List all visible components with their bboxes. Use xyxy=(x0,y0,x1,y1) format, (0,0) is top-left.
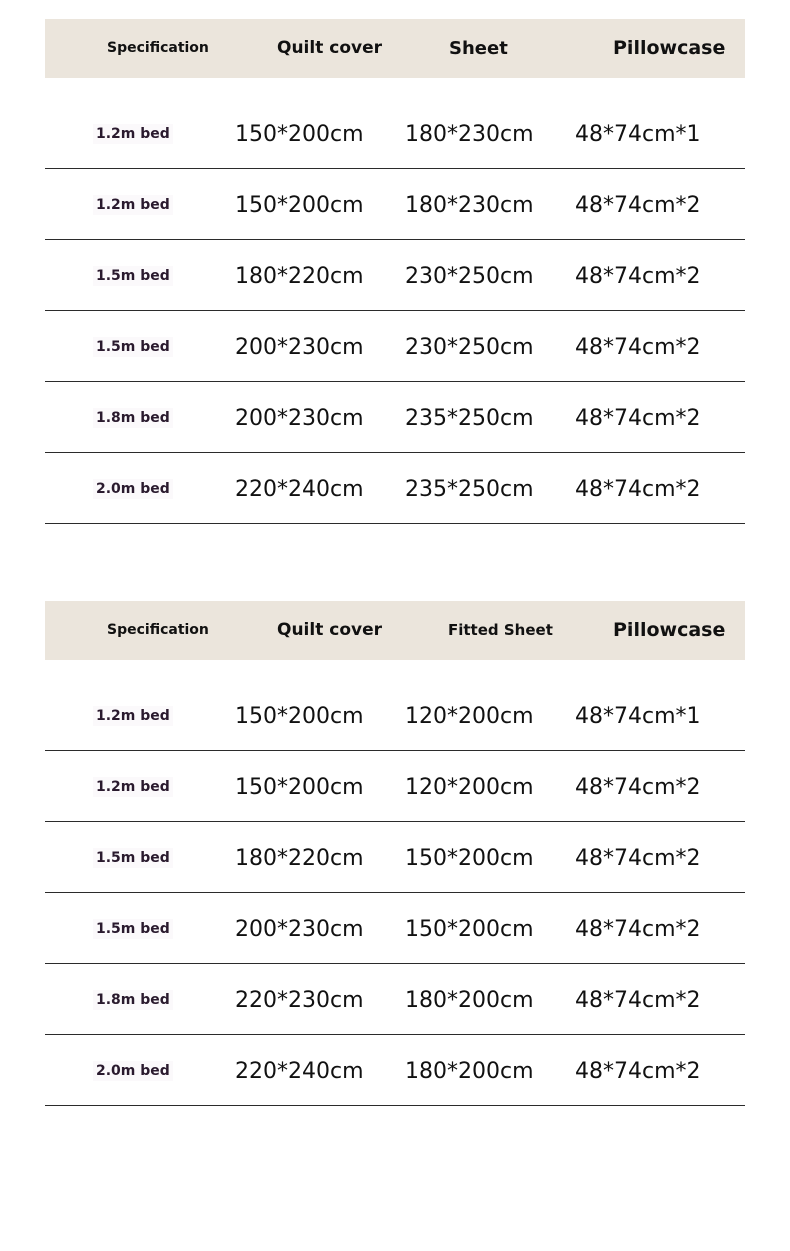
fitted-sheet-size: 180*200cm xyxy=(405,1059,534,1084)
fitted-sheet-size: 180*200cm xyxy=(405,988,534,1013)
sheet-size: 235*250cm xyxy=(405,406,534,431)
quilt-cover-size: 220*240cm xyxy=(235,477,364,502)
pillowcase-size: 48*74cm*1 xyxy=(575,122,701,147)
fitted-sheet-size: 120*200cm xyxy=(405,704,534,729)
pillowcase-size: 48*74cm*2 xyxy=(575,406,701,431)
pillowcase-size: 48*74cm*2 xyxy=(575,775,701,800)
sheet-size: 230*250cm xyxy=(405,264,534,289)
fitted-sheet-size: 150*200cm xyxy=(405,917,534,942)
table-row xyxy=(45,893,745,964)
sheet-size: 180*230cm xyxy=(405,193,534,218)
bed-size: 1.5m bed xyxy=(93,266,173,286)
header-specification: Specification xyxy=(107,40,209,56)
table-row xyxy=(45,169,745,240)
table-body xyxy=(45,680,745,1106)
table-row xyxy=(45,1035,745,1106)
table-row xyxy=(45,98,745,169)
header-quilt-cover: Quilt cover xyxy=(277,620,383,640)
quilt-cover-size: 150*200cm xyxy=(235,775,364,800)
quilt-cover-size: 200*230cm xyxy=(235,406,364,431)
pillowcase-size: 48*74cm*2 xyxy=(575,846,701,871)
bed-size: 1.5m bed xyxy=(93,919,173,939)
quilt-cover-size: 200*230cm xyxy=(235,335,364,360)
bed-size: 1.2m bed xyxy=(93,706,173,726)
quilt-cover-size: 180*220cm xyxy=(235,264,364,289)
table-row xyxy=(45,964,745,1035)
table-body xyxy=(45,98,745,524)
bed-size: 1.5m bed xyxy=(93,848,173,868)
pillowcase-size: 48*74cm*2 xyxy=(575,1059,701,1084)
table-row xyxy=(45,680,745,751)
header-specification: Specification xyxy=(107,622,209,638)
size-table-sheet xyxy=(45,19,745,524)
quilt-cover-size: 220*240cm xyxy=(235,1059,364,1084)
table-row xyxy=(45,240,745,311)
table-row xyxy=(45,382,745,453)
bed-size: 1.5m bed xyxy=(93,337,173,357)
pillowcase-size: 48*74cm*1 xyxy=(575,704,701,729)
pillowcase-size: 48*74cm*2 xyxy=(575,264,701,289)
header-sheet: Sheet xyxy=(449,38,508,59)
bed-size: 1.2m bed xyxy=(93,124,173,144)
bed-size: 1.2m bed xyxy=(93,777,173,797)
header-pillowcase: Pillowcase xyxy=(613,619,726,641)
sheet-size: 230*250cm xyxy=(405,335,534,360)
quilt-cover-size: 150*200cm xyxy=(235,193,364,218)
pillowcase-size: 48*74cm*2 xyxy=(575,477,701,502)
quilt-cover-size: 150*200cm xyxy=(235,704,364,729)
bed-size: 2.0m bed xyxy=(93,1061,173,1081)
pillowcase-size: 48*74cm*2 xyxy=(575,335,701,360)
table-row xyxy=(45,822,745,893)
bed-size: 1.8m bed xyxy=(93,990,173,1010)
quilt-cover-size: 200*230cm xyxy=(235,917,364,942)
table-row xyxy=(45,751,745,822)
fitted-sheet-size: 120*200cm xyxy=(405,775,534,800)
bed-size: 1.2m bed xyxy=(93,195,173,215)
size-table-fitted-sheet xyxy=(45,601,745,1106)
sheet-size: 235*250cm xyxy=(405,477,534,502)
bed-size: 2.0m bed xyxy=(93,479,173,499)
table-row xyxy=(45,311,745,382)
header-fitted-sheet: Fitted Sheet xyxy=(448,621,553,639)
pillowcase-size: 48*74cm*2 xyxy=(575,917,701,942)
table-header xyxy=(45,601,745,660)
table-row xyxy=(45,453,745,524)
table-header xyxy=(45,19,745,78)
quilt-cover-size: 220*230cm xyxy=(235,988,364,1013)
pillowcase-size: 48*74cm*2 xyxy=(575,988,701,1013)
header-pillowcase: Pillowcase xyxy=(613,37,726,59)
bed-size: 1.8m bed xyxy=(93,408,173,428)
pillowcase-size: 48*74cm*2 xyxy=(575,193,701,218)
quilt-cover-size: 150*200cm xyxy=(235,122,364,147)
fitted-sheet-size: 150*200cm xyxy=(405,846,534,871)
quilt-cover-size: 180*220cm xyxy=(235,846,364,871)
header-quilt-cover: Quilt cover xyxy=(277,38,383,58)
sheet-size: 180*230cm xyxy=(405,122,534,147)
